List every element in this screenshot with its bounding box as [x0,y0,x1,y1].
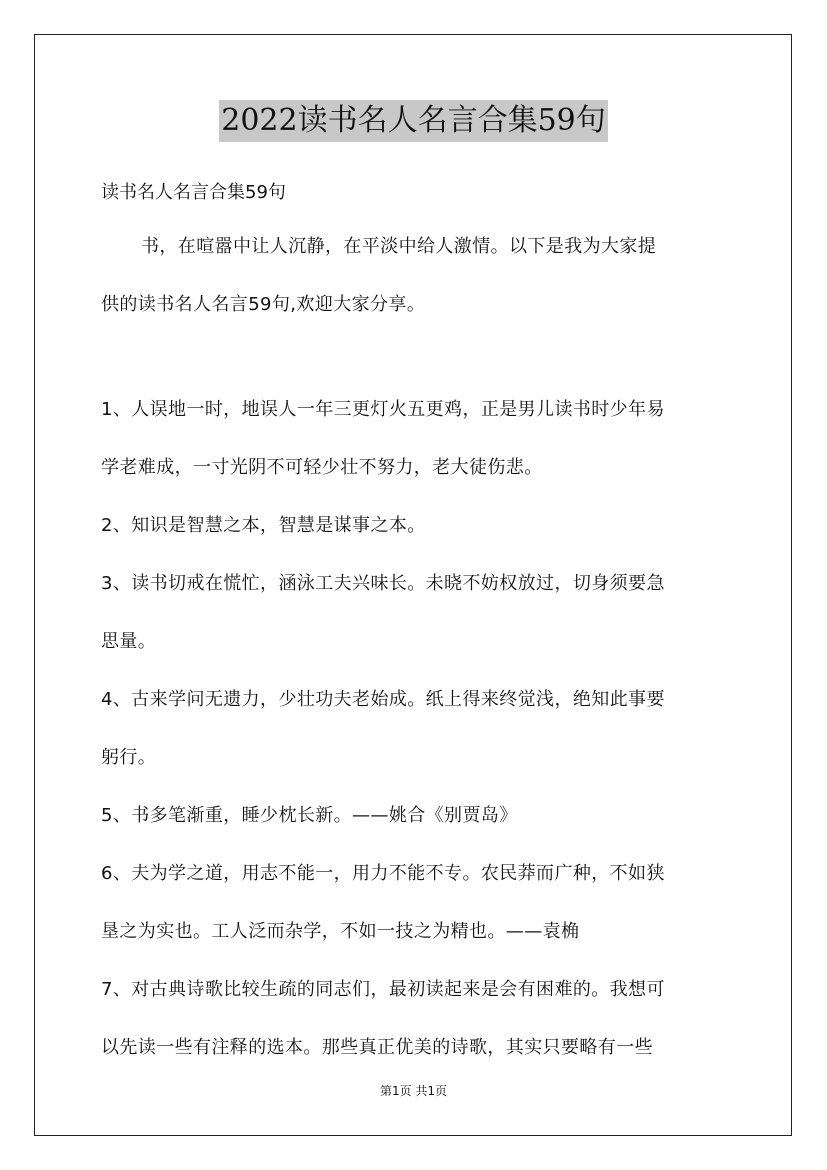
title-container [0,100,827,142]
intro-paragraph [101,218,727,334]
intro-line: 供的读书名人名言59句,欢迎大家分享。 [101,294,426,315]
quote-line: 3、读书切戒在慌忙，涵泳工夫兴味长。未晓不妨权放过，切身须要急 [101,573,665,594]
quote-list [101,381,727,1077]
quote-line: 1、人误地一时，地误人一年三更灯火五更鸡，正是男儿读书时少年易 [101,399,665,420]
intro-line: 书，在喧嚣中让人沉静，在平淡中给人激情。以下是我为大家提 [141,236,657,257]
quote-line: 垦之为实也。工人泛而杂学，不如一技之为精也。——袁桷 [101,921,580,942]
quote-line: 4、古来学问无遗力，少壮功夫老始成。纸上得来终觉浅，绝知此事要 [101,689,665,710]
quote-line: 躬行。 [101,747,157,768]
document-title: 2022读书名人名言合集59句 [219,100,608,142]
quote-line: 7、对古典诗歌比较生疏的同志们，最初读起来是会有困难的。我想可 [101,979,665,1000]
quote-line: 思量。 [101,631,157,652]
quote-line: 5、书多笔渐重，睡少枕长新。——姚合《别贾岛》 [101,805,518,826]
quote-line: 6、夫为学之道，用志不能一，用力不能不专。农民莽而广种，不如狭 [101,863,665,884]
quote-line: 学老难成，一寸光阴不可轻少壮不努力，老大徒伤悲。 [101,457,543,478]
document-subtitle: 读书名人名言合集59句 [101,182,286,203]
page-footer: 第1页 共1页 [379,1084,448,1098]
quote-line: 以先读一些有注释的选本。那些真正优美的诗歌，其实只要略有一些 [101,1037,653,1058]
quote-line: 2、知识是智慧之本，智慧是谋事之本。 [101,515,426,536]
